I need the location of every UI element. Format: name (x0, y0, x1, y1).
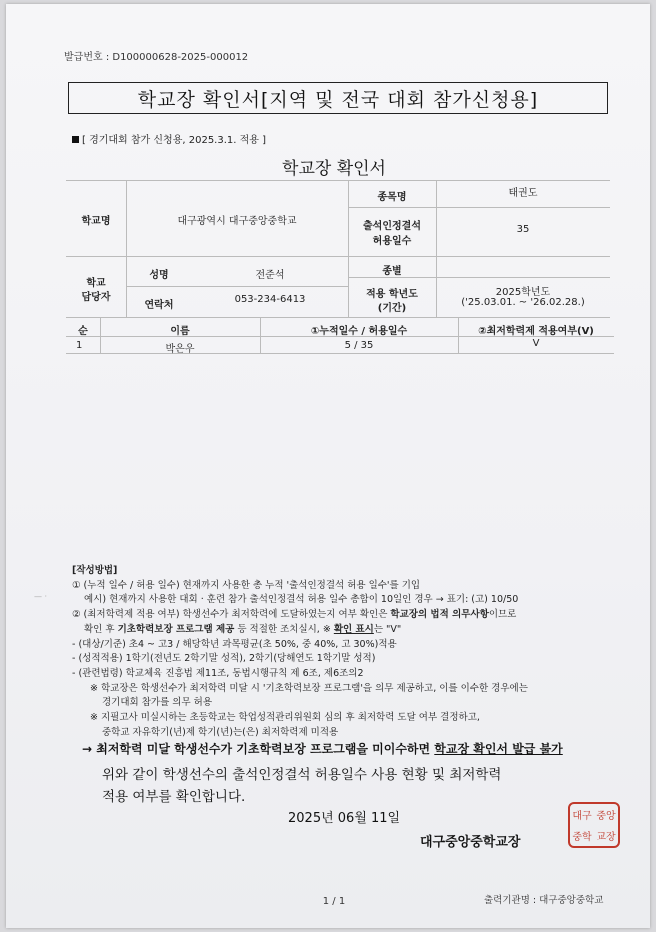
row-no: 1 (76, 340, 83, 351)
col-header-days: ①누적일수 / 허용일수 (310, 326, 408, 337)
event-label: 종목명 (377, 192, 407, 203)
notes-heading: [작성방법] (72, 565, 118, 576)
attendance-label-1: 출석인정결석 (363, 221, 421, 232)
note-2b (72, 623, 632, 638)
scan-mark: — · (34, 592, 48, 601)
official-seal-icon (568, 802, 620, 848)
note-2a-text: ② (최저학력제 적용 여부) 학생선수가 최저학력에 도달하였는지 여부 확인은 (72, 609, 391, 621)
print-organization: 출력기관명 : 대구중앙중학교 (484, 895, 604, 906)
star-note-2a: ※ 지필고사 미실시하는 초등학교는 학업성적관리위원회 심의 후 최저학력 도달 여부 결정하고, (90, 712, 480, 724)
detail-target: - (대상/기준) 초4 ~ 고3 / 해당학년 과목평균(초 50%, 중 40%, 고 30%)적용 (72, 638, 397, 650)
note-2a (72, 608, 632, 623)
col-header-name: 이름 (170, 326, 190, 337)
sub-title: 학교장 확인서 (282, 159, 386, 179)
usage-text: [ 경기대회 참가 신청용, 2025.3.1. 적용 ] (82, 135, 267, 146)
col-header-no: 순 (78, 326, 88, 337)
manager-name: 전준석 (255, 270, 285, 281)
warning-line (82, 740, 563, 757)
attendance-label-2: 허용일수 (372, 236, 412, 247)
note-1b: 예시) 현재까지 사용한 대회 · 훈련 참가 출석인정결석 허용 일수 총합이 10일인 경우 → 표기: (고) 10/50 (84, 594, 519, 606)
issuer-name: 대구중앙중학교장 (420, 835, 521, 850)
row-name: 박은우 (165, 344, 195, 355)
attendance-days: 35 (516, 224, 530, 235)
seal-char-4: 교장 (596, 832, 616, 843)
manager-label-1: 학교 (86, 278, 106, 289)
period-value: ('25.03.01. ~ '26.02.28.) (461, 297, 585, 308)
warning-text: → 최저학력 미달 학생선수가 기초학력보장 프로그램을 미이수하면 (82, 742, 435, 756)
confirmation-line-1: 위와 같이 학생선수의 출석인정결석 허용일수 사용 현황 및 최저학력 (102, 767, 502, 783)
school-name: 대구광역시 대구중앙중학교 (177, 216, 297, 227)
note-2b-emphasis-2: 확인 표시 (333, 623, 374, 635)
row-days: 5 / 35 (344, 340, 374, 351)
year-label-2: (기간) (377, 303, 407, 314)
contact-value: 053-234-6413 (234, 294, 306, 305)
doc-number: 발급번호 : D100000628-2025-000012 (64, 52, 249, 63)
seal-char-3: 중학 (572, 832, 592, 843)
contact-label: 연락처 (144, 300, 174, 311)
issue-date: 2025년 06월 11일 (288, 811, 401, 826)
school-name-label: 학교명 (81, 216, 111, 227)
note-1a: ① (누적 일수 / 허용 일수) 현재까지 사용한 총 누적 '출석인정결석 허용 일수'를 기입 (72, 579, 421, 591)
row-applied: V (532, 338, 540, 349)
star-note-2b: 중학교 자유학기(년)제 학기(년)는(은) 최저학력제 미적용 (102, 726, 339, 738)
note-2a-emphasis: 학교장의 법적 의무사항 (390, 609, 489, 621)
main-title: 학교장 확인서[지역 및 전국 대회 참가신청용] (68, 82, 608, 114)
detail-law: - (관련법령) 학교체육 진흥법 제11조, 동법시행규칙 제 6조, 제6조의2 (72, 668, 364, 680)
note-2b-mid: 등 적절한 조치실시, ※ (234, 623, 334, 635)
seal-char-2: 중앙 (596, 811, 616, 822)
note-2a-tail: 이므로 (488, 609, 517, 621)
detail-grades: - (성적적용) 1학기(전년도 2학기말 성적), 2학기(당해연도 1학기말 성적) (72, 653, 376, 665)
document-page (6, 4, 650, 928)
note-2b-tail: 는 "V" (373, 623, 402, 635)
note-2b-text: 확인 후 (84, 623, 118, 635)
confirmation-line-2: 적용 여부를 확인합니다. (102, 789, 246, 806)
year-label-1: 적용 학년도 (366, 289, 418, 300)
star-note-1b: 경기대회 참가를 의무 허용 (102, 697, 213, 709)
warning-emphasis: 학교장 확인서 발급 불가 (434, 742, 563, 756)
event-value: 태권도 (508, 188, 538, 199)
seal-char-1: 대구 (572, 811, 592, 822)
col-header-applied: ②최저학력제 적용여부(V) (478, 326, 594, 337)
confirmation-text (102, 764, 501, 809)
note-2b-emphasis: 기초학력보장 프로그램 제공 (117, 623, 235, 635)
kind-label: 종별 (382, 266, 402, 277)
writing-guide (72, 564, 632, 741)
manager-label-2: 담당자 (81, 292, 111, 303)
name-label: 성명 (149, 270, 169, 281)
year-value: 2025학년도 (495, 287, 551, 298)
usage-label (72, 131, 266, 146)
page-number: 1 / 1 (322, 896, 346, 907)
star-note-1a: ※ 학교장은 학생선수가 최저학력 미달 시 '기초학력보장 프로그램'을 의무 제공하고, 이를 이수한 경우에는 (90, 682, 528, 694)
square-bullet-icon (72, 136, 79, 143)
